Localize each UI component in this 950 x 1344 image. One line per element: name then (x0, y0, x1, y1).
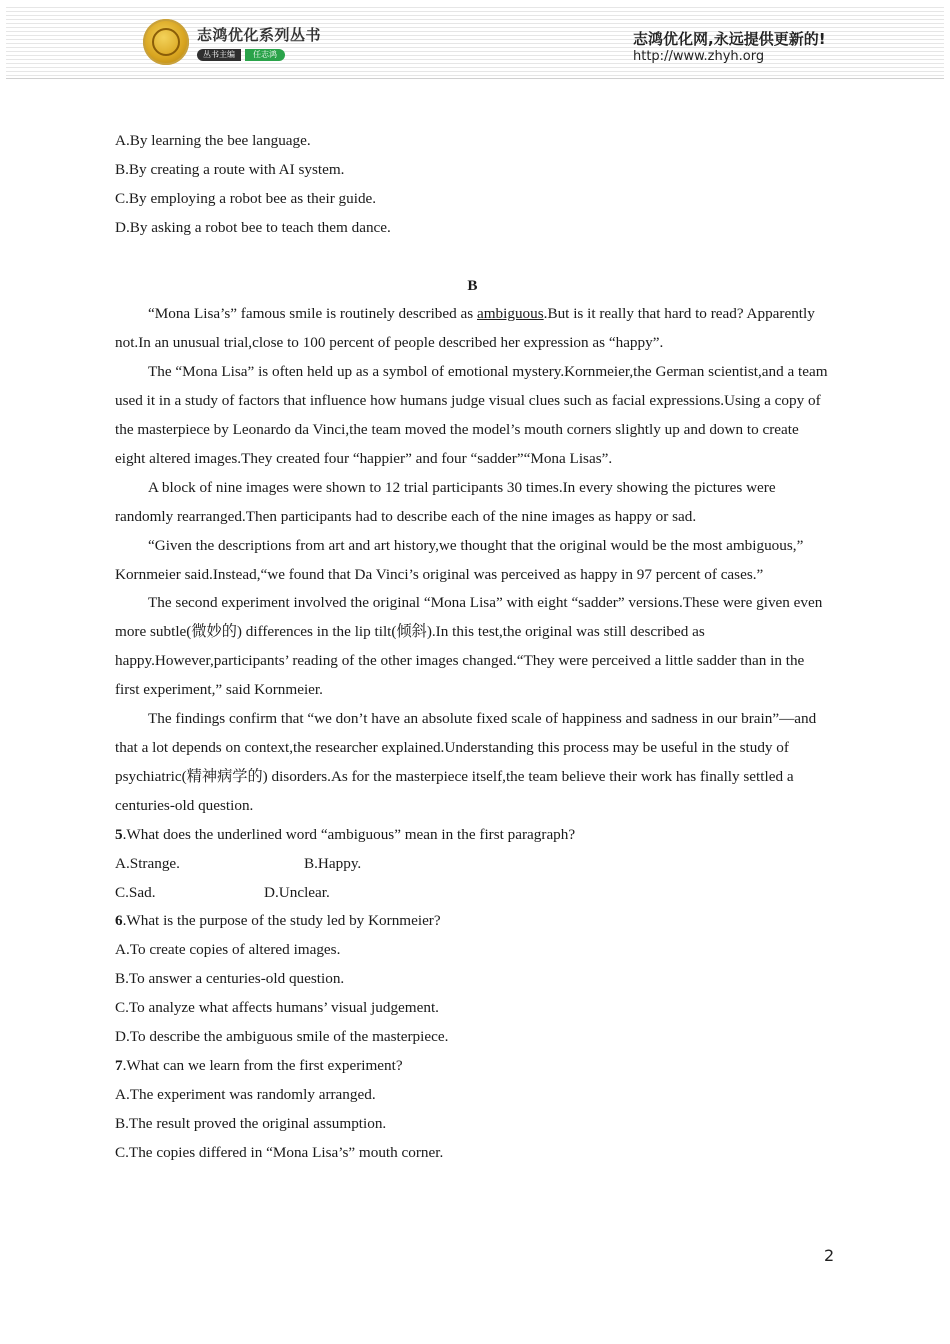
passage-paragraph-6: The findings confirm that “we don’t have an absolute fixed scale of happiness and sadness in our brain”—and that a lot depends on context,the researcher explained.Understanding this process may be useful in the study of psychiatric(精神病学的) disorders.As for the masterpiece itself,the team believe their work has finally settled a centuries-old question. (115, 710, 817, 814)
option-c: C.The copies differed in “Mona Lisa’s” mouth corner. (115, 1143, 444, 1161)
question-number: 6 (115, 912, 123, 930)
option-b: B.Happy. (304, 854, 362, 872)
question-5 (115, 821, 830, 850)
question-5-options-row-2 (115, 879, 830, 908)
option-c: C.Sad. (115, 883, 156, 901)
p1-text-start: “Mona Lisa’s” famous smile is routinely described as (148, 305, 477, 323)
question-stem: .What is the purpose of the study led by Kornmeier? (122, 912, 441, 930)
option-b: B.By creating a route with AI system. (115, 160, 345, 178)
editor-label: 丛书主编 (197, 49, 241, 61)
option-b: B.The result proved the original assumption. (115, 1114, 387, 1132)
option-a: A.The experiment was randomly arranged. (115, 1085, 376, 1103)
header-url: http://www.zhyh.org (633, 49, 765, 64)
header-divider (6, 78, 944, 79)
option-a: A.By learning the bee language. (115, 132, 311, 149)
section-label: B (467, 276, 478, 294)
page-number: 2 (824, 1246, 835, 1265)
question-stem: .What can we learn from the first experiment? (122, 1056, 403, 1074)
option-d: D.By asking a robot bee to teach them dance. (115, 218, 391, 236)
option-b: B.To answer a centuries-old question. (115, 970, 345, 988)
option-c: C.By employing a robot bee as their guide. (115, 189, 377, 207)
passage-paragraph-4: “Given the descriptions from art and art history,we thought that the original would be the most ambiguous,” Kornmeier said.Instead,“we found that Da Vinci’s original was perceived as happy in 97 percent of cases.” (115, 536, 804, 583)
passage-paragraph-3: A block of nine images were shown to 12 trial participants 30 times.In every showing the pictures were randomly rearranged.Then participants had to describe each of the nine images as happy or sad. (115, 478, 776, 525)
question-5-options-row-1 (115, 850, 830, 879)
passage-paragraph-2: The “Mona Lisa” is often held up as a symbol of emotional mystery.Kornmeier,the German scientist,and a team used it in a study of factors that influence how humans judge visual clues such as facial expressions.Using a copy of the masterpiece by Leonardo da Vinci,the team moved the model’s mouth corners slightly up and down to create eight altered images.They created four “happier” and four “sadder”“Mona Lisas”. (115, 363, 828, 467)
passage-paragraph-1 (115, 300, 830, 358)
option-a: A.Strange. (115, 854, 180, 872)
question-number: 7 (115, 1056, 123, 1074)
question-stem: .What does the underlined word “ambiguous” mean in the first paragraph? (122, 825, 576, 843)
underlined-word: ambiguous (477, 305, 544, 323)
header-slogan: 志鸿优化网,永远提供更新的! (633, 30, 826, 48)
document-body (115, 127, 830, 1168)
question-6 (115, 907, 830, 936)
question-7 (115, 1052, 830, 1081)
option-d: D.To describe the ambiguous smile of the masterpiece. (115, 1028, 449, 1046)
p1-text-end: .But is it really that hard to read? Apparently not.In an unusual trial,close to 100 percent of people described her expression as “happy”. (115, 305, 815, 352)
option-c: C.To analyze what affects humans’ visual judgement. (115, 999, 439, 1017)
publisher-logo-icon (143, 19, 189, 65)
passage-paragraph-5: The second experiment involved the original “Mona Lisa” with eight “sadder” versions.These were given even more subtle(微妙的) differences in the lip tilt(倾斜).In this test,the original was still described as happy.However,participants’ reading of the other images changed.“They were perceived a little sadder than in the first experiment,” said Kornmeier. (115, 594, 823, 699)
logo-emblem (152, 28, 180, 56)
option-d: D.Unclear. (264, 883, 330, 901)
series-title: 志鸿优化系列丛书 (197, 26, 322, 44)
editor-name: 任志鸿 (245, 49, 285, 61)
option-a: A.To create copies of altered images. (115, 941, 341, 959)
question-number: 5 (115, 825, 123, 843)
